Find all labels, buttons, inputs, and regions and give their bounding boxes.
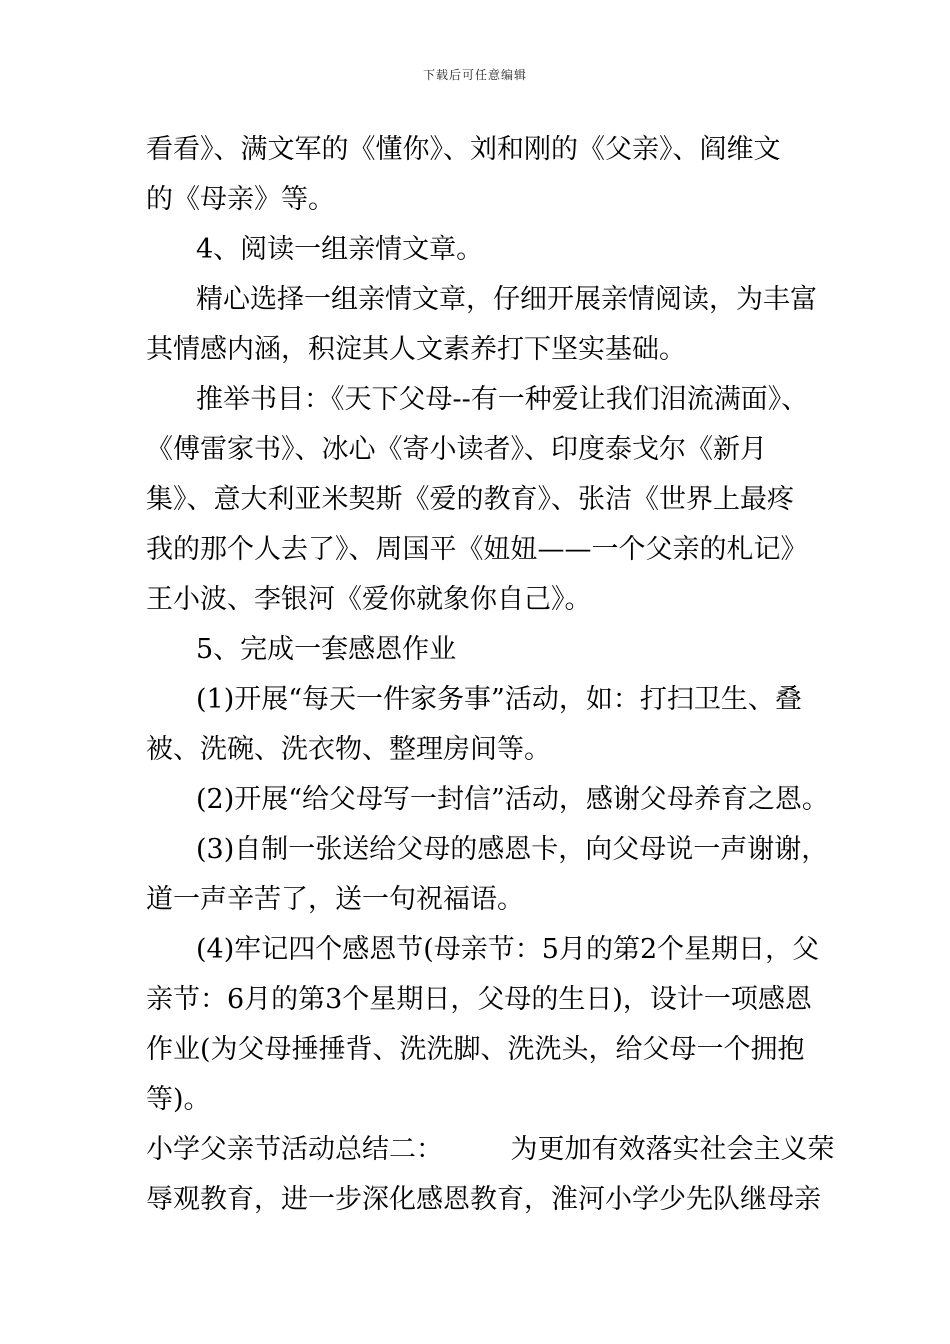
- body-line: 精心选择一组亲情文章，仔细开展亲情阅读，为丰富: [196, 284, 817, 315]
- body-line: 《傅雷家书》、冰心《寄小读者》、印度泰戈尔《新月: [146, 434, 767, 465]
- body-line: 推举书目：《天下父母--有一种爱让我们泪流满面》、: [196, 384, 809, 415]
- body-line: 5、完成一套感恩作业: [196, 634, 457, 665]
- body-line: 其情感内涵，积淀其人文素养打下坚实基础。: [146, 334, 686, 365]
- body-line: 我的那个人去了》、周国平《妞妞——一个父亲的札记》: [146, 534, 808, 565]
- body-line: (2)开展“给父母写一封信”活动，感谢父母养育之恩。: [196, 784, 829, 815]
- body-line: 集》、意大利亚米契斯《爱的教育》、张洁《世界上最疼: [146, 484, 794, 515]
- body-line: 作业(为父母捶捶背、洗洗脚、洗洗头，给父母一个拥抱: [146, 1034, 805, 1065]
- body-line: (4)牢记四个感恩节(母亲节：5月的第2个星期日，父: [196, 934, 820, 965]
- body-line: 道一声辛苦了，送一句祝福语。: [146, 884, 524, 915]
- section-title-line: 小学父亲节活动总结二： 为更加有效落实社会主义荣: [146, 1134, 835, 1165]
- body-line: 4、阅读一组亲情文章。: [196, 234, 484, 265]
- body-line: 亲节：6月的第3个星期日，父母的生日)，设计一项感恩: [146, 984, 812, 1015]
- body-line: 看看》、满文军的《懂你》、刘和刚的《父亲》、阎维文: [146, 134, 781, 165]
- body-line: 被、洗碗、洗衣物、整理房间等。: [146, 734, 551, 765]
- body-line: 的《母亲》等。: [146, 184, 335, 215]
- body-line: 等)。: [146, 1084, 211, 1115]
- body-line: 王小波、李银河《爱你就象你自己》。: [146, 584, 592, 615]
- body-line: (3)自制一张送给父母的感恩卡，向父母说一声谢谢，: [196, 834, 829, 865]
- body-line: 辱观教育，进一步深化感恩教育，淮河小学少先队继母亲: [146, 1184, 821, 1215]
- page-header: 下载后可任意编辑: [422, 68, 527, 82]
- body-line: (1)开展“每天一件家务事”活动，如：打扫卫生、叠: [196, 684, 802, 715]
